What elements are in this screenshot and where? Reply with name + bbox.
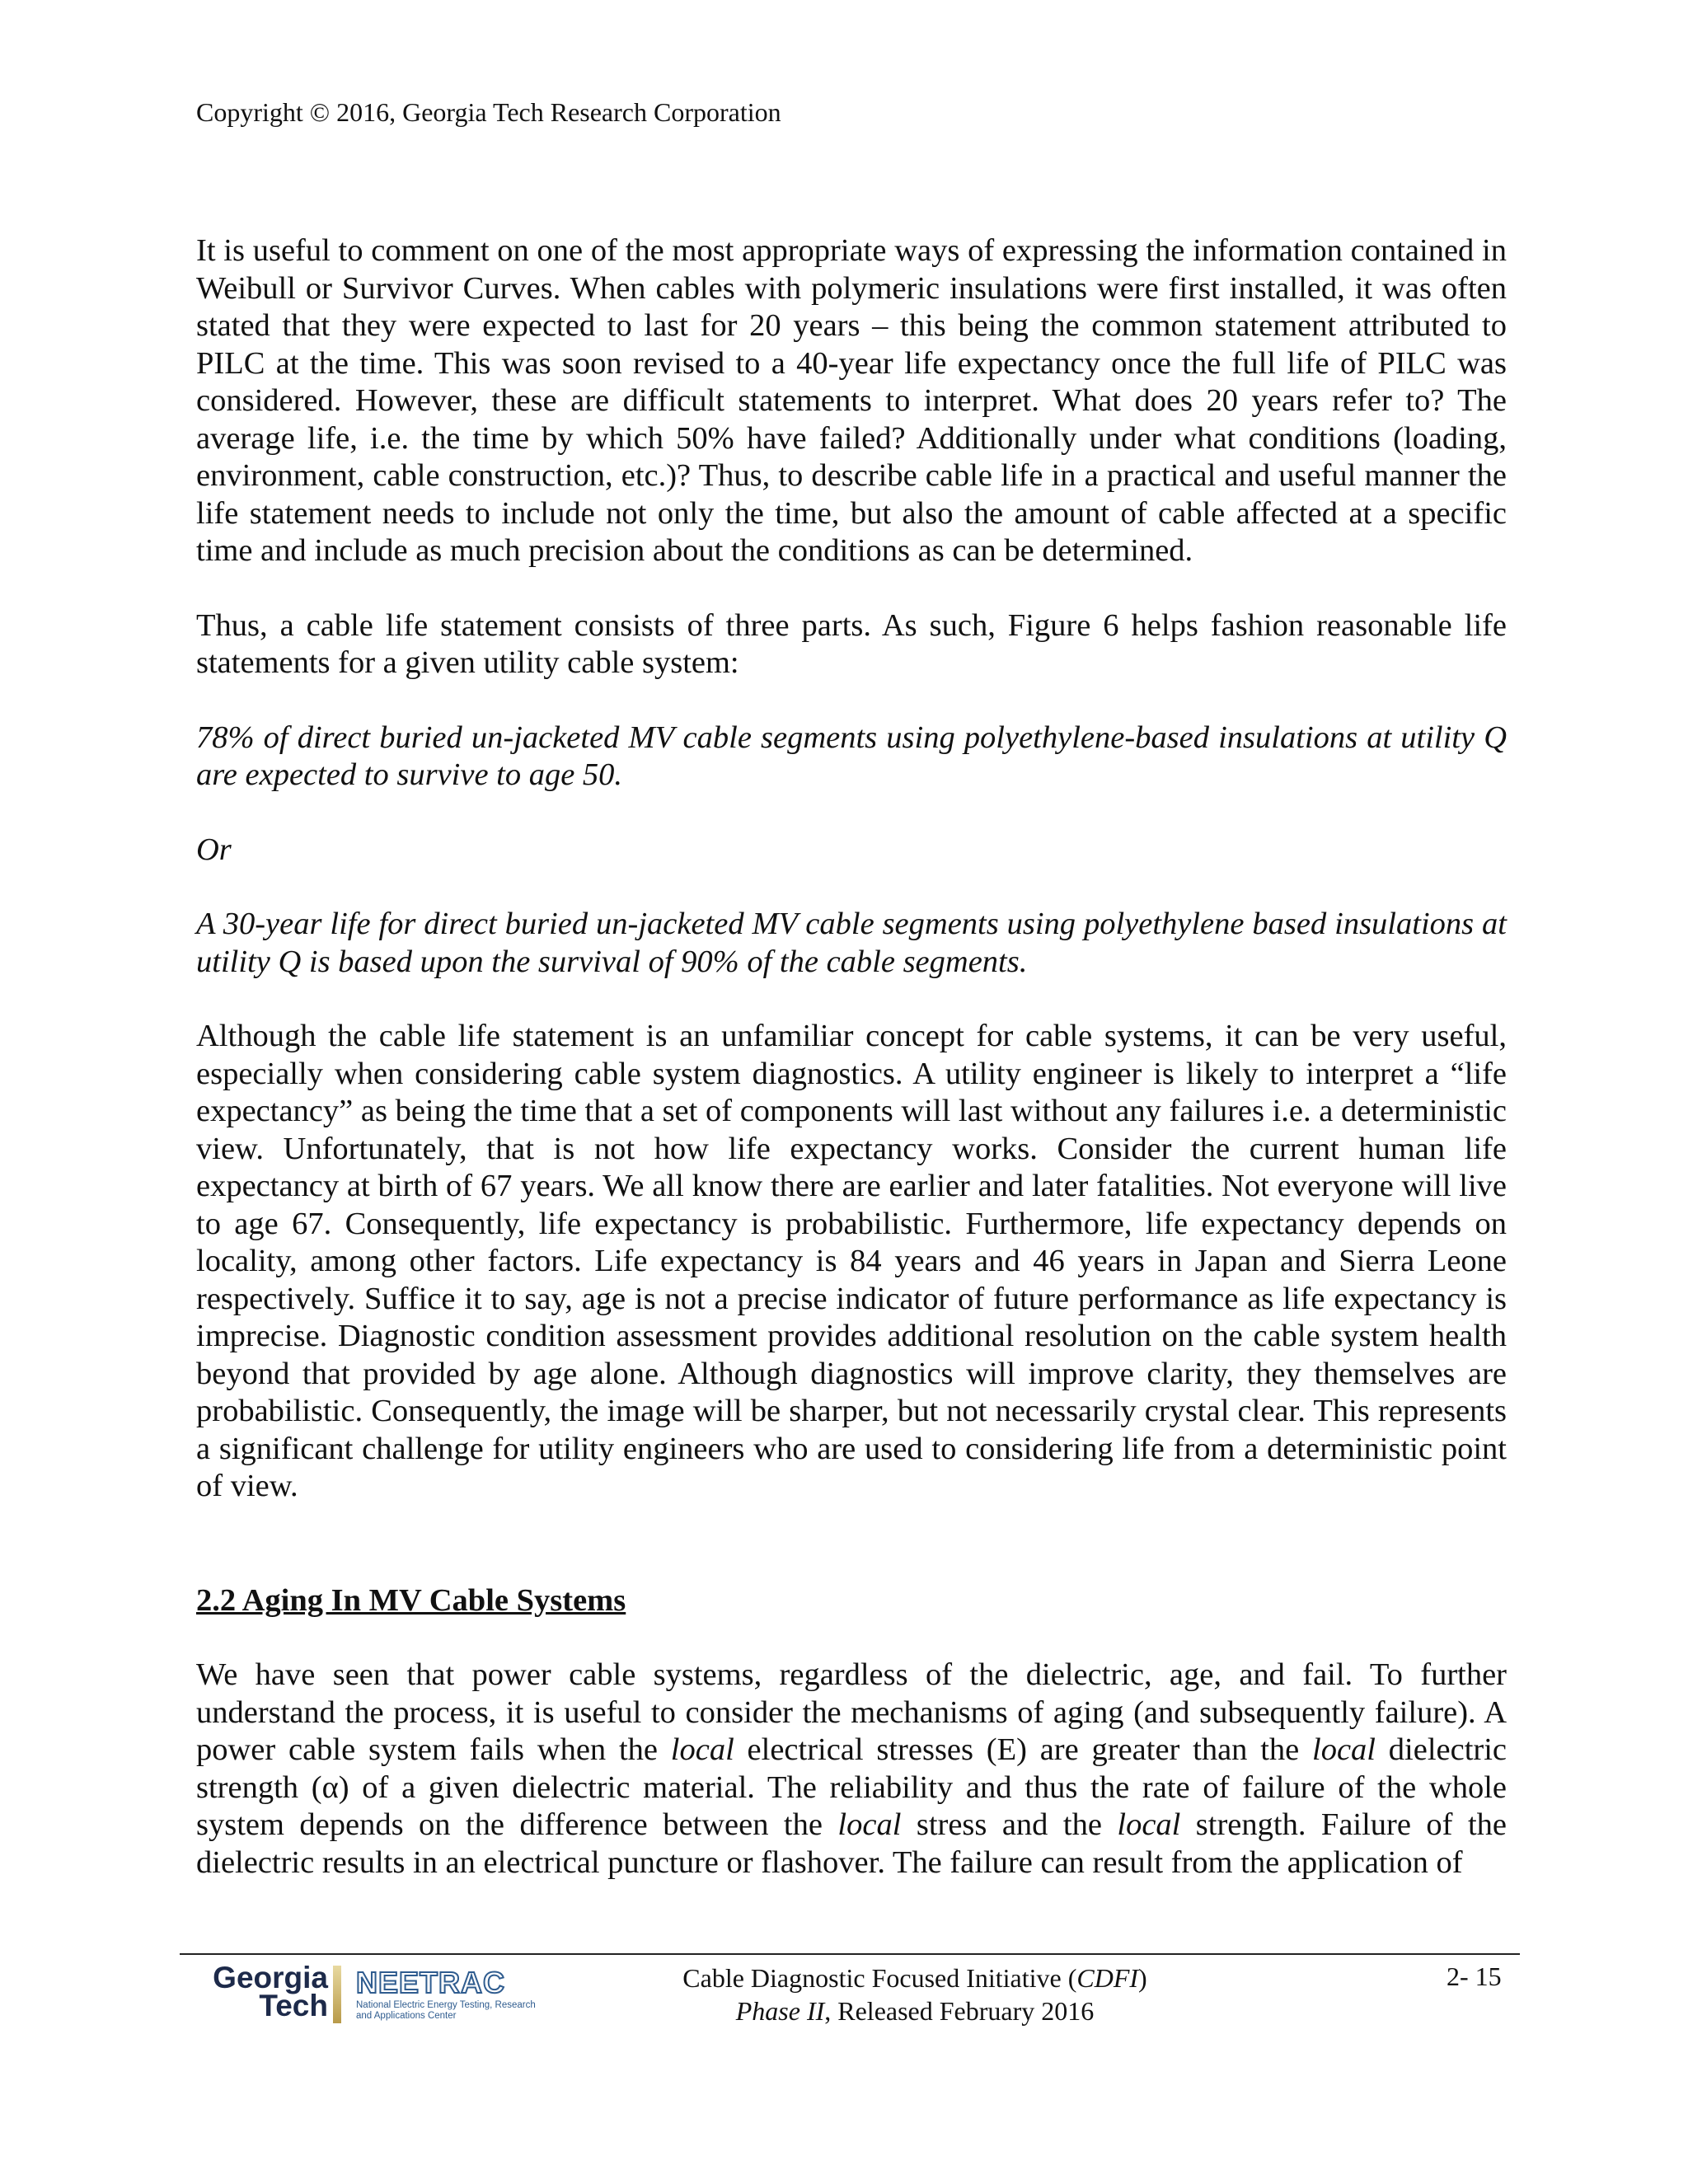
footer-title-line2: Phase II, Released February 2016 <box>735 1996 1095 2026</box>
paragraph-aging <box>196 1657 1507 1882</box>
local-emphasis-1: local <box>670 1732 734 1767</box>
local-emphasis-2: local <box>1312 1732 1376 1767</box>
aging-text-3: dielectric strength (α) of a given dielectric material. The reliability and thus the rate of failure of the whole system depends on the difference between the <box>196 1732 1507 1842</box>
neetrac-subtitle-line1: National Electric Energy Testing, Research <box>356 2000 536 2010</box>
paragraph-weibull: It is useful to comment on one of the most appropriate ways of expressing the information contained in Weibull or Survivor Curves. When cables with polymeric insulations were first installed, it was often stated that they were expected to last for 20 years – this being the common statement attributed to PILC at the time. This was soon revised to a 40-year life expectancy once the full life of PILC was considered. However, these are difficult statements to interpret. What does 20 years refer to? The average life, i.e. the time by which 50% have failed? Additionally under what conditions (loading, environment, cable construction, etc.)? Thus, to describe cable life in a practical and useful manner the life statement needs to include not only the time, but also the amount of cable affected at a specific time and include as much precision about the conditions as can be determined. <box>196 233 1507 568</box>
neetrac-subtitle <box>356 2000 554 2022</box>
local-emphasis-4: local <box>1117 1807 1181 1842</box>
example-statement-2: A 30-year life for direct buried un-jacketed MV cable segments using polyethylene based insulations at utility Q is based upon the survival of 90% of the cable segments. <box>196 907 1507 979</box>
page-number: 2- 15 <box>1447 1961 1502 1991</box>
aging-text-5: strength. Failure of the dielectric results in an electrical puncture or flashover. The failure can result from the application of <box>196 1807 1507 1880</box>
aging-text-2: electrical stresses (E) are greater than the <box>734 1732 1313 1767</box>
local-emphasis-3: local <box>837 1807 902 1842</box>
georgia-tech-logo <box>196 1961 328 2022</box>
copyright-header: Copyright © 2016, Georgia Tech Research Corporation <box>196 97 781 127</box>
footer-title <box>626 1961 1203 2027</box>
paragraph-life-expectancy: Although the cable life statement is an unfamiliar concept for cable systems, it can be very useful, especially when considering cable system diagnostics. A utility engineer is likely to interpret a “life expectancy” as being the time that a set of components will last without any failures i.e. a deterministic view. Unfortunately, that is not how life expectancy works. Consider the current human life expectancy at birth of 67 years. We all know there are earlier and later fatalities. Not everyone will live to age 67. Consequently, life expectancy is probabilistic. Furthermore, life expectancy depends on locality, among other factors. Life expectancy is 84 years and 46 years in Japan and Sierra Leone respectively. Suffice it to say, age is not a precise indicator of future performance as life expectancy is imprecise. Diagnostic condition assessment provides additional resolution on the cable system health beyond that provided by age alone. Although diagnostics will improve clarity, they themselves are probabilistic. Consequently, the image will be sharper, but not necessarily crystal clear. This represents a significant challenge for utility engineers who are used to considering life from a deterministic point of view. <box>196 1019 1507 1503</box>
footer-title-line1: Cable Diagnostic Focused Initiative (CDFI) <box>682 1963 1147 1993</box>
document-body <box>196 232 1507 1919</box>
or-separator: Or <box>196 832 232 867</box>
section-heading: 2.2 Aging In MV Cable Systems <box>196 1582 626 1618</box>
neetrac-logo: NEETRAC <box>356 1966 506 1999</box>
aging-text-1: We have seen that power cable systems, regardless of the dielectric, age, and fail. To further understand the process, it is useful to consider the mechanisms of aging (and subsequently failure). A power cable system fails when the <box>196 1657 1507 1767</box>
paragraph-life-statement: Thus, a cable life statement consists of three parts. As such, Figure 6 helps fashion reasonable life statements for a given utility cable system: <box>196 607 1507 680</box>
neetrac-subtitle-line2: and Applications Center <box>356 2011 457 2021</box>
aging-text-4: stress and the <box>901 1807 1118 1842</box>
footer-divider <box>180 1953 1520 1955</box>
example-statement-1: 78% of direct buried un-jacketed MV cable segments using polyethylene-based insulations at utility Q are expected to survive to age 50. <box>196 719 1507 792</box>
logo-tech-text: Tech <box>259 1989 328 2022</box>
logo-georgia-text: Georgia <box>213 1961 328 1994</box>
logo-tower-icon <box>333 1966 341 2023</box>
